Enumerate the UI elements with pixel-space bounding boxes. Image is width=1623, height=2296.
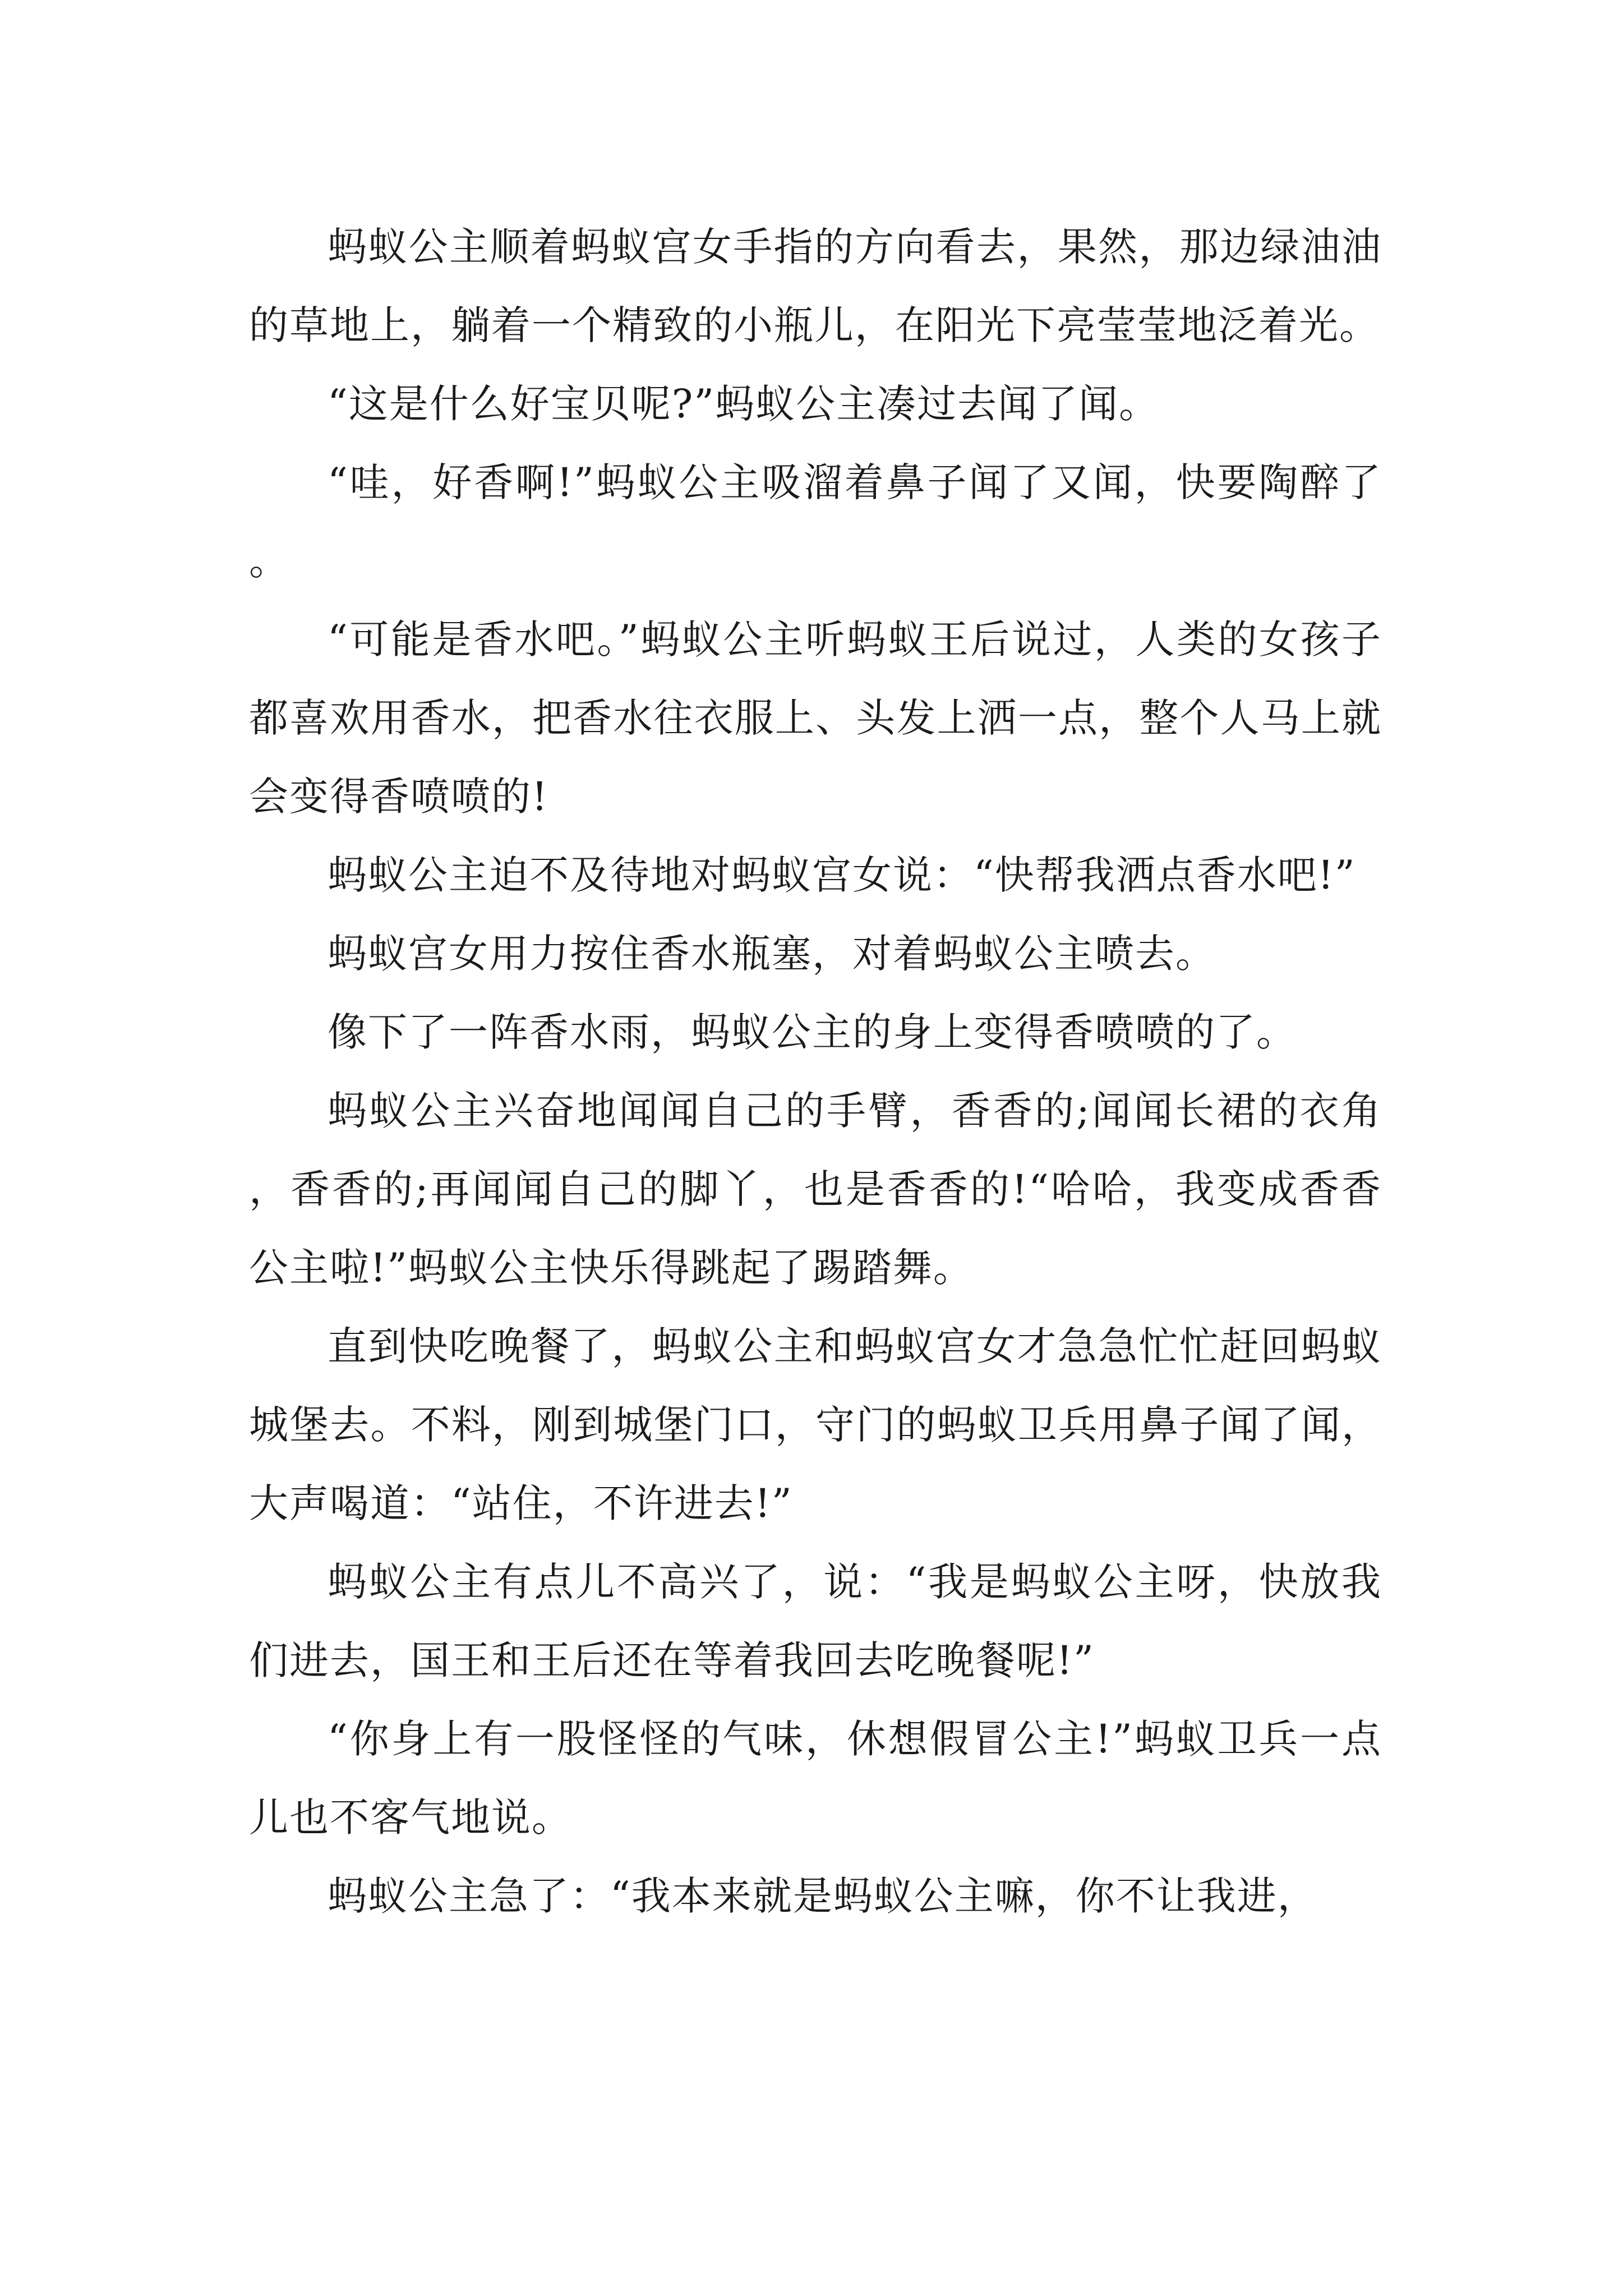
- story-text: [249, 208, 1382, 1935]
- paragraph: 蚂蚁公主迫不及待地对蚂蚁宫女说：“快帮我洒点香水吧!”: [328, 852, 1356, 898]
- paragraph: 直到快吃晚餐了，蚂蚁公主和蚂蚁宫女才急急忙忙赶回蚂蚁城堡去。不料，刚到城堡门口，守门的蚂蚁卫兵用鼻子闻了闻，大声喝道：“站住，不许进去!”: [249, 1323, 1382, 1526]
- paragraph: 像下了一阵香水雨，蚂蚁公主的身上变得香喷喷的了。: [328, 1009, 1297, 1055]
- paragraph: 蚂蚁公主顺着蚂蚁宫女手指的方向看去，果然，那边绿油油的草地上，躺着一个精致的小瓶儿，在阳光下亮莹莹地泛着光。: [249, 224, 1382, 348]
- paragraph: “哇，好香啊!”蚂蚁公主吸溜着鼻子闻了又闻，快要陶醉了。: [249, 459, 1382, 584]
- paragraph: 蚂蚁宫女用力按住香水瓶塞，对着蚂蚁公主喷去。: [328, 931, 1216, 977]
- paragraph: “可能是香水吧。”蚂蚁公主听蚂蚁王后说过，人类的女孩子都喜欢用香水，把香水往衣服上、头发上洒一点，整个人马上就会变得香喷喷的!: [249, 616, 1382, 820]
- paragraph: “这是什么好宝贝呢?”蚂蚁公主凑过去闻了闻。: [328, 381, 1160, 427]
- paragraph: 蚂蚁公主急了：“我本来就是蚂蚁公主嘛，你不让我进，: [328, 1873, 1318, 1919]
- paragraph: 蚂蚁公主有点儿不高兴了，说：“我是蚂蚁公主呀，快放我们进去，国王和王后还在等着我回去吃晚餐呢!”: [249, 1559, 1382, 1683]
- paragraph: 蚂蚁公主兴奋地闻闻自己的手臂，香香的;闻闻长裙的衣角，香香的;再闻闻自己的脚丫，也是香香的!“哈哈，我变成香香公主啦!”蚂蚁公主快乐得跳起了踢踏舞。: [249, 1088, 1382, 1291]
- paragraph: “你身上有一股怪怪的气味，休想假冒公主!”蚂蚁卫兵一点儿也不客气地说。: [249, 1716, 1382, 1841]
